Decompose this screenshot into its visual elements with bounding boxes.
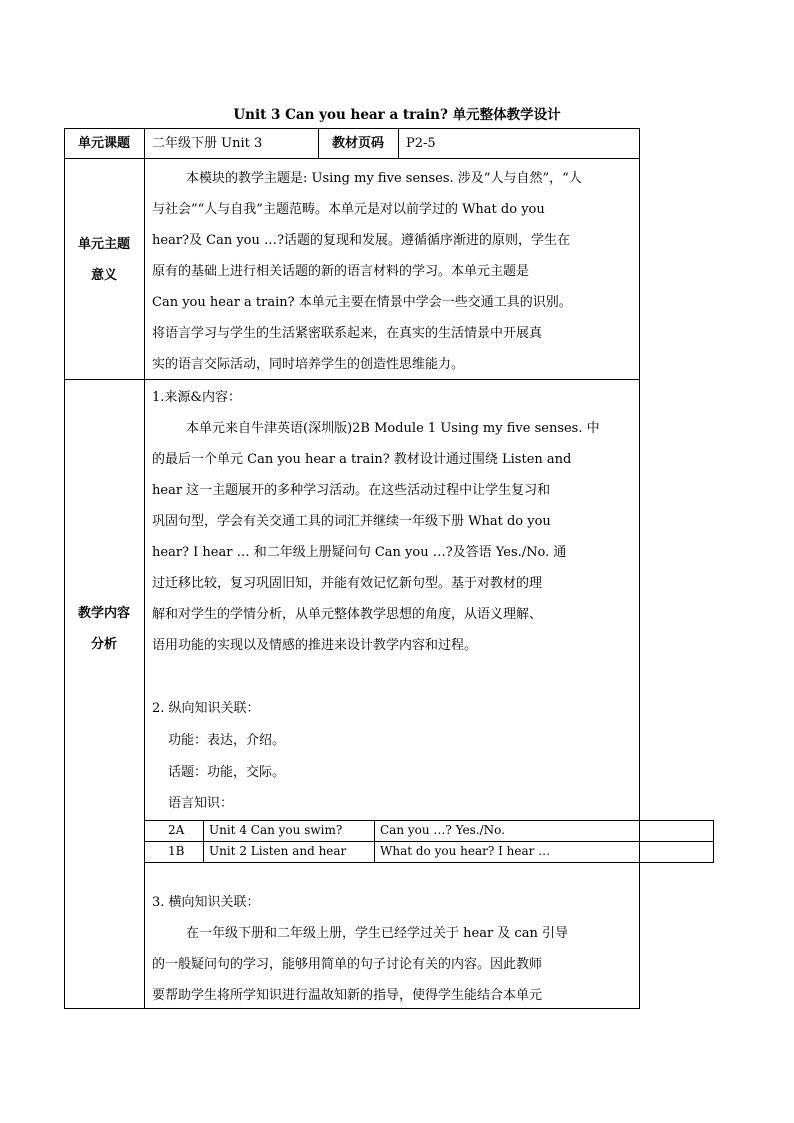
analysis-label-line1: 教学内容 [77,606,130,621]
section2-heading: 2. 纵向知识关联： [152,701,260,716]
section1-line: 巩固句型，学会有关交通工具的词汇并继续一年级下册 What do you [152,514,551,529]
knowledge-table-right [713,820,714,863]
section1-line: 过迁移比较，复习巩固旧知，并能有效记忆新句型。基于对教材的理 [152,576,543,591]
theme-line: 原有的基础上进行相关话题的新的语言材料的学习。本单元主题是 [152,264,530,279]
knowledge-grade: 2A [168,823,185,837]
knowledge-table-mid [144,841,714,842]
section2-item: 话题：功能，交际。 [168,765,286,780]
unit-label: 单元课题 [77,136,130,151]
section3-line: 在一年级下册和二年级上册，学生已经学过关于 hear 及 can 引导 [186,926,568,941]
section3-heading: 3. 横向知识关联： [152,895,260,910]
theme-line: 与社会”“人与自我”主题范畴。本单元是对以前学过的 What do you [152,202,545,217]
knowledge-unit: Unit 2 Listen and hear [209,844,347,858]
table-bottom-border [64,1008,640,1009]
knowledge-table-top [144,820,714,821]
theme-label [64,229,144,291]
theme-line: hear?及 Can you …?话题的复现和发展。遵循循序渐进的原则，学生在 [152,233,570,248]
knowledge-table-bottom [144,862,714,863]
section1-line: 解和对学生的学情分析，从单元整体教学思想的角度，从语义理解、 [152,607,543,622]
section1-line: 本单元来自牛津英语(深圳版)2B Module 1 Using my five senses. 中 [186,421,600,436]
knowledge-unit: Unit 4 Can you swim? [209,823,343,837]
table-col3-border [398,128,399,159]
analysis-label [64,598,144,660]
theme-line: 本模块的教学主题是: Using my five senses. 涉及“人与自然”，“人 [186,171,582,186]
unit-value: 二年级下册 Unit 3 [152,136,263,151]
document-title: Unit 3 Can you hear a train? 单元整体教学设计 [233,107,561,123]
section1-line: 语用功能的实现以及情感的推进来设计教学内容和过程。 [152,638,478,653]
table-col1-border [144,128,145,1009]
section3-line: 要帮助学生将所学知识进行温故知新的指导，使得学生能结合本单元 [152,988,543,1003]
table-right-border [639,128,640,1009]
table-row2-border [64,379,640,380]
section2-item: 语言知识： [168,796,234,811]
pages-label: 教材页码 [331,136,384,151]
knowledge-table-col2 [374,820,375,863]
pages-value: P2-5 [406,136,436,151]
section2-item: 功能：表达，介绍。 [168,733,286,748]
section1-line: hear 这一主题展开的多种学习活动。在这些活动过程中让学生复习和 [152,483,551,498]
section1-line: 的最后一个单元 Can you hear a train? 教材设计通过围绕 Listen and [152,452,572,467]
knowledge-pattern: What do you hear? I hear … [380,844,551,858]
theme-line: Can you hear a train? 本单元主要在情景中学会一些交通工具的识别。 [152,295,572,310]
section3-line: 的一般疑问句的学习，能够用简单的句子讨论有关的内容。因此教师 [152,957,543,972]
analysis-label-line2: 分析 [90,637,117,652]
theme-line: 实的语言交际活动，同时培养学生的创造性思维能力。 [152,357,465,372]
knowledge-pattern: Can you …? Yes./No. [380,823,505,837]
knowledge-table-col1 [203,820,204,863]
section1-heading: 1.来源&内容： [152,390,241,405]
theme-line: 将语言学习与学生的生活紧密联系起来，在真实的生活情景中开展真 [152,326,543,341]
theme-label-line1: 单元主题 [77,237,130,252]
theme-label-line2: 意义 [90,268,117,283]
knowledge-grade: 1B [168,844,185,858]
section1-line: hear? I hear … 和二年级上册疑问句 Can you …?及答语 Yes./No. 通 [152,545,567,560]
